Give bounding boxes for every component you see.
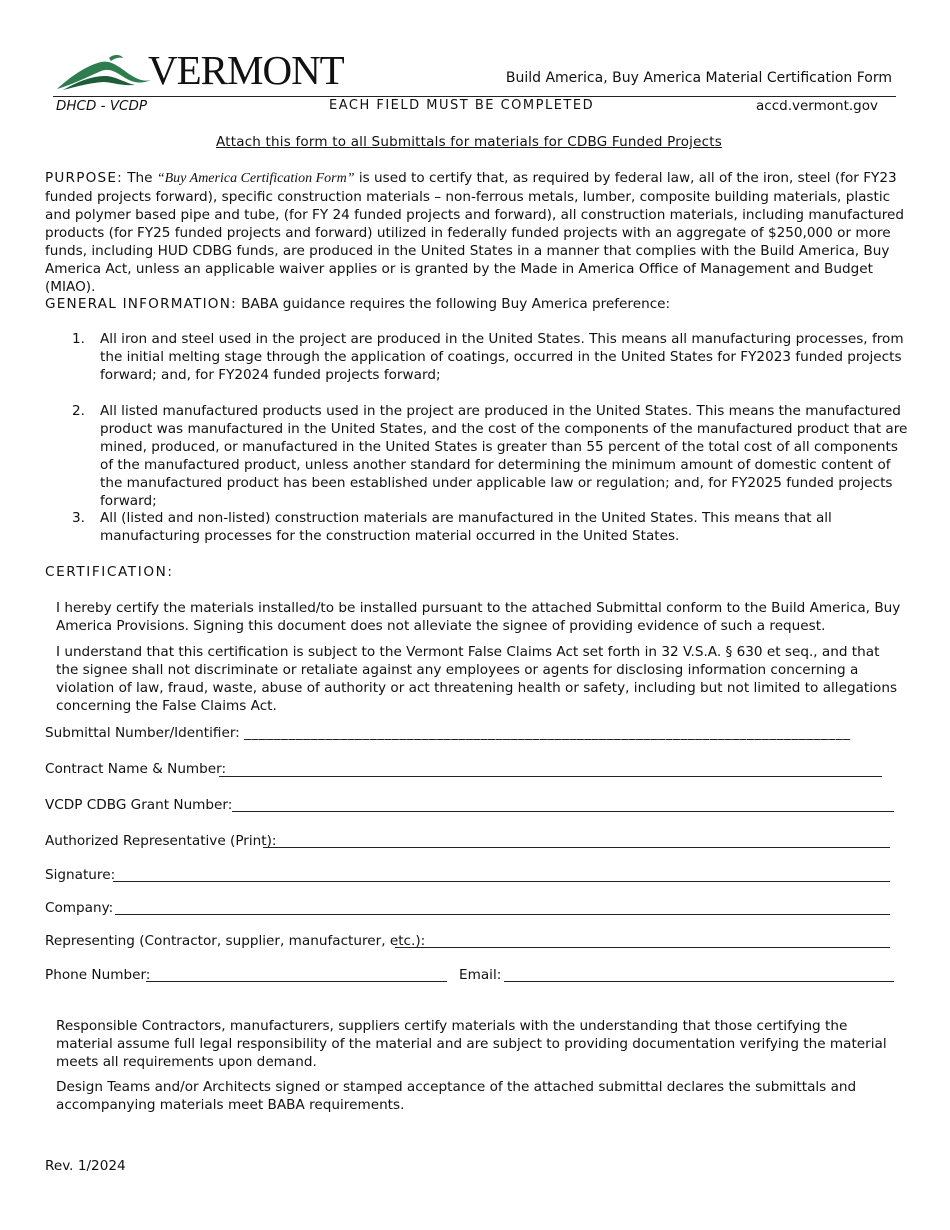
signature-field[interactable]	[113, 881, 890, 882]
required-notice: EACH FIELD MUST BE COMPLETED	[329, 98, 595, 113]
list-item-number: 3.	[72, 510, 85, 526]
submittal-number-label	[45, 724, 851, 742]
list-item-number: 2.	[72, 403, 85, 419]
form-title: Build America, Buy America Material Certification Form	[505, 70, 892, 86]
certification-heading: CERTIFICATION:	[45, 564, 174, 580]
authorized-rep-label: Authorized Representative (Print):	[45, 833, 277, 849]
revision-label: Rev. 1/2024	[45, 1158, 126, 1174]
purpose-paragraph	[45, 169, 907, 296]
grant-number-field[interactable]	[232, 811, 894, 812]
signature-label: Signature:	[45, 867, 116, 883]
grant-number-label: VCDP CDBG Grant Number:	[45, 797, 233, 813]
phone-number-label: Phone Number:	[45, 967, 151, 983]
list-item: All iron and steel used in the project are produced in the United States. This means all manufacturing processes, from the initial melting stage through the application of coatings, occurred in the United States for FY2023 funded projects forward; and, for FY2024 funded projects forward;	[100, 331, 904, 383]
purpose-text: is used to certify that, as required by federal law, all of the iron, steel (for FY23 funded projects forward), specific construction materials – non-ferrous metals, lumber, composite building materials, plastic and polymer based pipe and tube, (for FY 24 funded projects and forward), all construction materials, including manufactured products (for FY25 funded projects and forward) utilized in federally funded projects with an aggregate of $250,000 or more funds, including HUD CDBG funds, are produced in the United States in a manner that complies with the Build America, Buy America Act, unless an applicable waiver applies or is granted by the Made in America Office of Management and Budget (MIAO).	[45, 170, 904, 295]
design-team-paragraph: Design Teams and/or Architects signed or stamped acceptance of the attached submittal declares the submittals and accompanying materials meet BABA requirements.	[56, 1079, 857, 1113]
certification-paragraph-2: I understand that this certification is subject to the Vermont False Claims Act set forth in 32 V.S.A. § 630 et seq., and that the signee shall not discriminate or retaliate against any employees or agents for disclosing information concerning a violation of law, fraud, waste, abuse of authority or act threatening health or safety, including but not limited to allegations concerning the False Claims Act.	[56, 644, 898, 714]
phone-number-field[interactable]	[146, 981, 447, 982]
submittal-number-label-text: Submittal Number/Identifier:	[45, 725, 240, 741]
vermont-logo-wordmark: VERMONT	[148, 47, 344, 93]
purpose-the: The	[127, 170, 153, 186]
email-label: Email:	[459, 967, 502, 983]
representing-field[interactable]	[395, 947, 890, 948]
list-item: All listed manufactured products used in the project are produced in the United States. This means the manufactured product was manufactured in the United States, and the cost of the components of the manufactured product that are mined, produced, or manufactured in the United States is greater than 55 percent of the total cost of all components of the manufactured product, unless another standard for determining the minimum amount of domestic content of the manufactured product has been established under applicable law or regulation; and, for FY2025 funded projects forward;	[100, 403, 908, 509]
certification-paragraph-1: I hereby certify the materials installed/to be installed pursuant to the attached Submittal conform to the Build America, Buy America Provisions. Signing this document does not alleviate the signee of providing evidence of such a request.	[56, 600, 901, 634]
attach-notice: Attach this form to all Submittals for materials for CDBG Funded Projects	[216, 134, 722, 150]
website-link[interactable]: accd.vermont.gov	[756, 98, 878, 114]
purpose-label: PURPOSE:	[45, 170, 123, 186]
representing-label: Representing (Contractor, supplier, manufacturer, etc.):	[45, 933, 426, 949]
authorized-rep-field[interactable]	[263, 847, 890, 848]
purpose-form-name: “Buy America Certification Form”	[156, 171, 355, 186]
contract-name-field[interactable]	[219, 776, 882, 777]
responsibility-paragraph: Responsible Contractors, manufacturers, suppliers certify materials with the understanding that those certifying the material assume full legal responsibility of the material and are subject to providing documentation verifying the material meets all requirements upon demand.	[56, 1018, 887, 1070]
company-label: Company:	[45, 900, 114, 916]
contract-name-label: Contract Name & Number:	[45, 761, 227, 777]
submittal-number-field[interactable]: __________________________________________________________________________________	[244, 725, 851, 741]
company-field[interactable]	[115, 914, 890, 915]
general-info-text: BABA guidance requires the following Buy America preference:	[241, 296, 671, 312]
email-field[interactable]	[504, 981, 894, 982]
list-item-number: 1.	[72, 331, 85, 347]
list-item: All (listed and non-listed) construction materials are manufactured in the United States. This means that all manufacturing processes for the construction material occurred in the United States.	[100, 510, 832, 544]
general-info-label: GENERAL INFORMATION:	[45, 296, 237, 312]
general-info-paragraph	[45, 295, 907, 313]
agency-label: DHCD - VCDP	[56, 98, 148, 114]
